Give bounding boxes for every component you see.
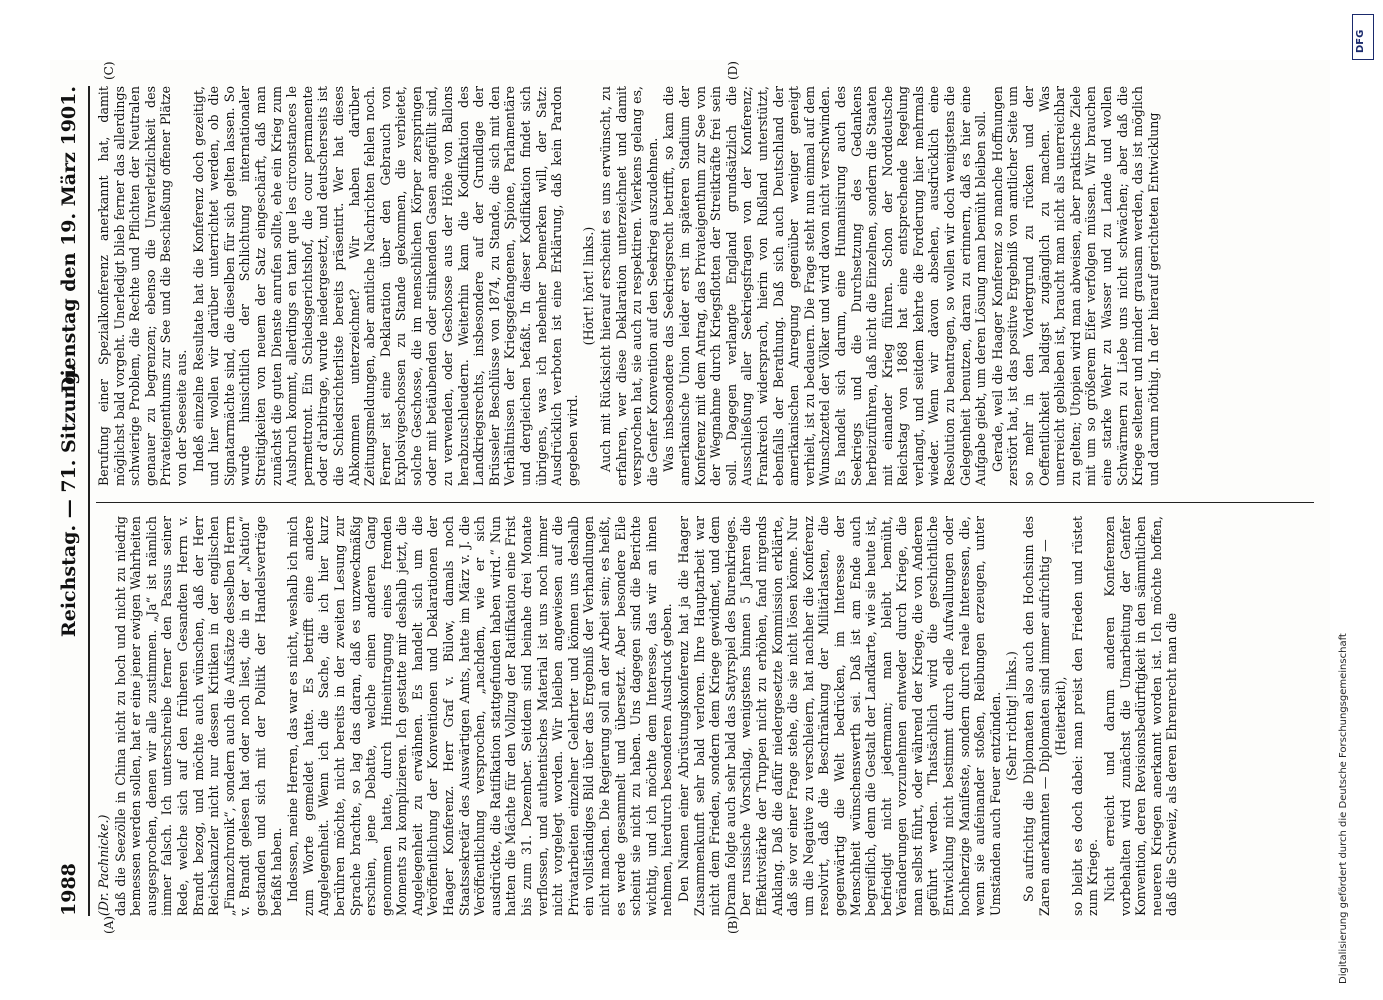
page-header — [56, 86, 84, 916]
left-column-paragraph: daß die Seezölle in China nicht zu hoch und nicht zu niedrig bemessen werden sollen, hat er eine jener ewigen Wahrheiten ausgesprochen, denen wir alle zustimmen. „Ja“ ist nämlich immer falsch. Ich unterschreibe ferner den Passus seiner Rede, welche sich auf den früheren Gesandten Herrn v. Brandt bezog, und möchte auch wünschen, daß der Herr Reichskanzler nicht nur dessen Kritiken in der englischen „Finanzchronik“, sondern auch die Aufsätze desselben Herrn v. Brandt gelesen hat oder noch liest, die in der „Nation“ gestanden und sich mit der Politik der Handelsverträge befaßt haben. — [112, 516, 284, 916]
newspaper-page — [50, 60, 1330, 940]
dfg-logo-text: DFG — [1355, 29, 1366, 53]
margin-mark-c: (C) — [102, 61, 116, 80]
margin-mark-d: (D) — [726, 61, 740, 80]
margin-mark-b: (B) — [726, 915, 740, 934]
right-column-paragraph: Indeß einzelne Resultate hat die Konferenz doch gezeitigt, und hier wollen wir darüber unterrichtet werden, ob die Signatarmächte sind, die dieselben für sich gelten lassen. So wurde hinsichtlich der Schlichtung internationaler Streitigkeiten von neuem der Satz eingeschärft, daß man zunächst die guten Dienste anrufen sollte, ehe ein Krieg zum Ausbruch kommt, allerdings en tant que les circonstances le permettront. Ein Schiedsgerichtshof, die cour permanente oder d'arbitrage, wurde niedergesetzt, und deutscherseits ist die Schiedsrichterliste bereits präsentirt. Wer hat dieses Abkommen unterzeichnet? Wir haben darüber Zeitungsmeldungen, aber amtliche Nachrichten fehlen noch. Ferner ist eine Deklaration über den Gebrauch von Explosivgeschossen zu Stande gekommen, die verbietet, solche Geschosse, die im menschlichen Körper zerspringen oder mit betäubenden oder stinkenden Gasen angefüllt sind, zu verwenden, oder Geschosse aus der Höhe von Ballons herabzuschleudern. Weiterhin kam die Kodifikation des Landkriegsrechts, insbesondere auf der Grundlage der Brüsseler Beschlüsse von 1874, zu Stande, die sich mit den Verhältnissen der Kriegsgefangenen, Spione, Parlamentäre und dergleichen befaßt. In dieser Kodifikation findet sich übrigens, was ich nebenher bemerken will, der Satz: Ausdrücklich verboten ist eine Erklärung, daß kein Pardon gegeben wird. — [190, 86, 580, 486]
left-column-paragraph: Nicht erreicht und darum anderen Konferenzen vorbehalten wird zunächst die Umarbeitung der Genfer Konvention, deren Revisionsbedürftigkeit in den sämmtlichen neueren Kriegen anerkannt worden ist. Ich möchte hoffen, daß die Schweiz, als deren Ehrenrecht man die — [1102, 516, 1180, 916]
left-column-paragraph: So aufrichtig die Diplomaten also auch den Hochsinn des Zaren anerkannten — Diplomaten sind immer aufrichtig — — [1021, 516, 1052, 916]
left-column-paragraph: so bleibt es doch dabei: man preist den Frieden und rüstet zum Kriege. — [1069, 516, 1101, 916]
session-title: Reichstag. — 71. Sitzung. — [58, 364, 80, 638]
right-column-interjection: (Hört! hört! links.) — [581, 226, 597, 346]
left-column-interjection: (Sehr richtig! links.) — [1004, 651, 1020, 781]
left-text-column — [96, 516, 1320, 916]
right-column-paragraph: Auch mit Rücksicht hierauf erscheint es uns erwünscht, zu erfahren, wer diese Deklaration unterzeichnet und damit versprochen hat, sie auch zu respektiren. Vierkens gelang es, die Genfer Konvention auf den Seekrieg auszudehnen. — [598, 86, 660, 486]
right-column-paragraph: Was insbesondere das Seekriegsrecht betrifft, so kam die amerikanische Union leider erst im späteren Stadium der Konferenz mit dem Antrag, das Privateigenthum zur See von der Wegnahme durch Kriegsflotten der Streitkräfte frei sein soll. Dagegen verlangte England grundsätzlich die Ausschließung aller Seekriegsfragen von der Konferenz; Frankreich widersprach, hierin von Rußland unterstützt, ebenfalls der Berathung. Daß sich auch Deutschland der amerikanischen Anregung gegenüber weniger geneigt verhielt, ist zu bedauern. Die Frage steht nun einmal auf dem Wunschzettel der Völker und wird davon nicht verschwinden. Es handelt sich darum, eine Humanisirung auch des Seekriegs und die Durchsetzung des Gedankens herbeizuführen, daß nicht die Einzelnen, sondern die Staaten mit einander Krieg führen. Schon der Norddeutsche Reichstag von 1868 hat eine entsprechende Regelung verlangt, und seitdem kehrte die Forderung hier mehrmals wieder. Wenn wir davon absehen, ausdrücklich eine Resolution zu beantragen, so wollen wir doch wenigstens die Gelegenheit benutzen, daran zu erinnern, daß es hier eine Aufgabe giebt, um deren Lösung man bemüht bleiben soll. — [661, 86, 989, 486]
dfg-logo — [1352, 14, 1374, 60]
right-column-paragraph: Gerade, weil die Haager Konferenz so manche Hoffnungen zerstört hat, ist das positive Ergebniß von amtlicher Seite um so mehr in den Vordergrund zu rücken und der Oeffentlichkeit baldigst zugänglich zu machen. Was unerreicht geblieben ist, braucht man nicht als unerreichbar zu gelten; Utopien wird man abweisen, aber praktische Ziele mit um so größerem Eifer verfolgen müssen. Wir brauchen eine starke Wehr zu Wasser und zu Lande und wollen Schwärmern zu Liebe uns nicht schwächen; aber daß die Kriege seltener und minder grausam werden, das ist möglich und darum nöthig. In der hierauf gerichteten Entwicklung — [989, 86, 1161, 486]
column-divider — [96, 502, 1314, 503]
right-text-column — [96, 86, 1320, 486]
header-rule — [88, 86, 90, 916]
right-column-paragraph: Berufung einer Spezialkonferenz anerkannt hat, damit möglichst bald vorgeht. Unerledigt blieb ferner das allerdings schwierige Problem, die Rechte und Pflichten der Neutralen genauer zu begrenzen; ebenso die Unverletzlichkeit des Privateigenthums zur See und die Beschießung offener Plätze von der Seeseite aus. — [96, 86, 189, 486]
left-column-paragraph: Den Namen einer Abrüstungskonferenz hat ja die Haager Zusammenkunft sehr bald verloren. Ihre Hauptarbeit war nicht dem Frieden, sondern dem Kriege gewidmet, und dem Drama folgte auch sehr bald das Satyrspiel des Burenkrieges. Der russische Vorschlag, wenigstens binnen 5 Jahren die Effektivstärke der Truppen nicht zu erhöhen, fand nirgends Anklang. Daß die dafür niedergesetzte Kommission erklärte, daß sie vor einer Frage stehe, die sie nicht lösen könne. Nur um die Negative zu verschleiern, hat nachher die Konferenz resolvirt, daß die Beschränkung der Militärlasten, die gegenwärtig die Welt bedrücken, im Interesse der Menschheit wünschenswerth sei. Daß ist am Ende auch begreiflich, denn die Gestalt der Landkarte, wie sie heute ist, befriedigt nicht jedermann; man bleibt bemüht, Veränderungen vorzunehmen entweder durch Kriege, die man selbst führt, oder während der Kriege, die von Anderen geführt werden. Thatsächlich wird die geschichtliche Entwicklung nicht bestimmt durch edle Aufwallungen oder hochherzige Manifeste, sondern durch reale Interessen, die, wenn sie aufeinander stoßen, Reibungen erzeugen, unter Umständen auch Feuer entzünden. — [675, 516, 1003, 916]
margin-mark-a: (A) — [102, 915, 116, 934]
page-number: 1988 — [58, 863, 80, 916]
left-column-interjection: (Heiterkeit), — [1053, 676, 1069, 756]
digitization-credit: Digitalisierung gefördert durch die Deutsche Forschungsgemeinschaft — [1338, 633, 1349, 984]
left-column-paragraph: Indessen, meine Herren, das war es nicht, weshalb ich mich zum Worte gemeldet hatte. Es betrifft eine andere Angelegenheit. Wenn ich die Sache, die ich hier kurz berühren möchte, nicht bereits in der zweiten Lesung zur Sprache brachte, so lag das daran, daß es unzweckmäßig erschien, jene Debatte, welche einen anderen Gang genommen hatte, durch Hineintragung eines fremden Moments zu komplizieren. Ich gestatte mir deshalb jetzt, die Angelegenheit zu erwähnen. Es handelt sich um die Veröffentlichung der Konventionen und Deklarationen der Haager Konferenz. Herr Graf v. Bülow, damals noch Staatssekretär des Auswärtigen Amts, hatte im März v. J. die Veröffentlichung versprochen, „nachdem, wie er sich ausdrückte, die Ratifikation stattgefunden haben wird.“ Nun hatten die Mächte für den Vollzug der Ratifikation eine Frist bis zum 31. Dezember. Seitdem sind beinahe drei Monate verflossen, und authentisches Material ist uns noch immer nicht vorgelegt worden. Wir bleiben angewiesen auf die Privatarbeiten einzelner Gelehrter und können uns deshalb ein vollständiges Bild über das Ergebniß der Verhandlungen nicht machen. Die Regierung soll an der Arbeit sein; es heißt, es werde gesammelt und übersetzt. Aber besondere Eile scheint sie nicht zu haben. Uns dagegen sind die Berichte wichtig, und ich möchte dem Interesse, das wir an ihnen nehmen, hierdurch besonderen Ausdruck geben. — [285, 516, 675, 916]
session-date: Dienstag den 19. März 1901. — [58, 86, 80, 394]
left-column-speaker-label: (Dr. Pachnicke.) — [96, 814, 111, 916]
